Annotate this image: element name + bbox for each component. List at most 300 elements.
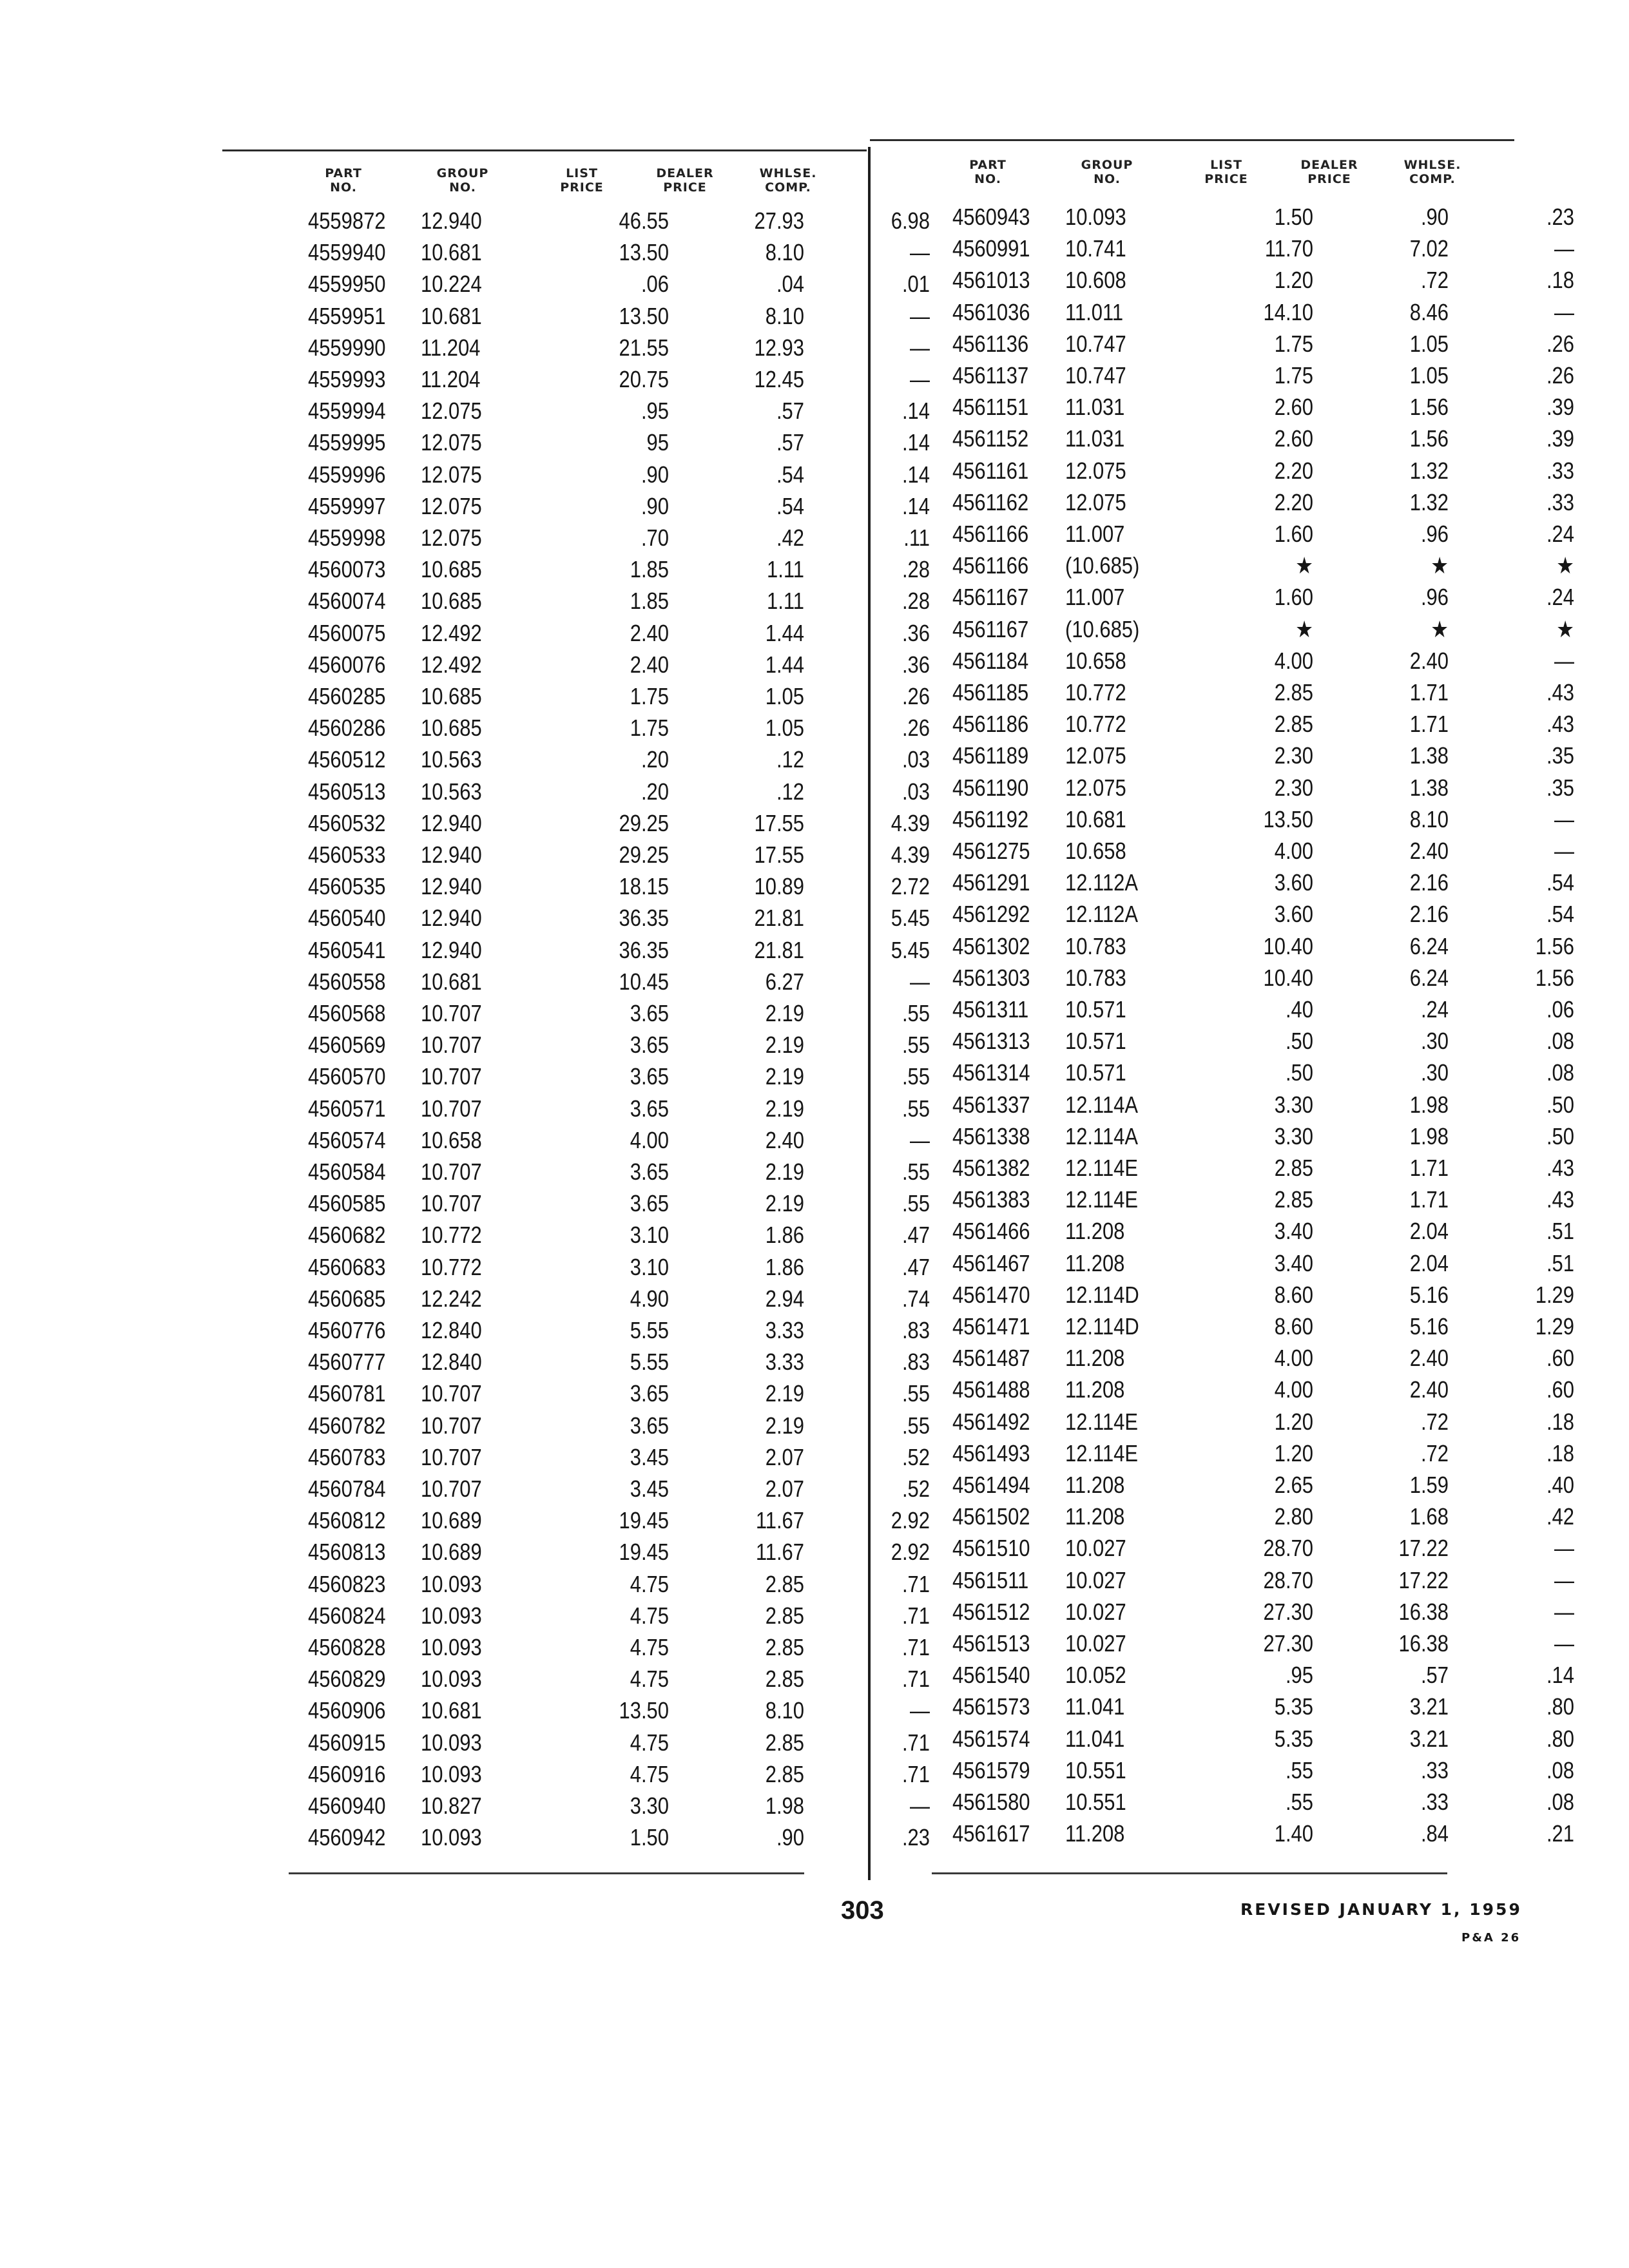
part-no-cell: 4560784 bbox=[308, 1475, 386, 1502]
group-no-cell: 12.075 bbox=[421, 429, 482, 456]
header-list-price-right bbox=[1181, 158, 1271, 186]
whlse-comp-cell: .35 bbox=[1546, 742, 1574, 769]
part-no-cell: 4561540 bbox=[952, 1662, 1030, 1689]
whlse-comp-cell: 2.92 bbox=[891, 1539, 930, 1566]
list-price-cell: .95 bbox=[641, 398, 669, 425]
whlse-comp-cell: .26 bbox=[901, 683, 930, 709]
group-no-cell: 12.114A bbox=[1065, 1091, 1139, 1118]
whlse-comp-cell: .52 bbox=[901, 1475, 930, 1502]
whlse-comp-cell: — bbox=[910, 366, 930, 392]
list-price-cell: 3.65 bbox=[630, 1158, 669, 1185]
list-price-cell: 13.50 bbox=[619, 302, 669, 329]
dealer-price-cell: 1.71 bbox=[1409, 1155, 1449, 1181]
list-price-cell: 3.40 bbox=[1274, 1249, 1313, 1276]
group-no-cell: 10.747 bbox=[1065, 330, 1126, 357]
group-no-cell: 10.689 bbox=[421, 1507, 482, 1534]
part-no-cell: 4561192 bbox=[952, 805, 1029, 832]
dealer-price-cell: 7.02 bbox=[1409, 235, 1449, 262]
list-price-cell: 2.85 bbox=[1274, 1155, 1313, 1181]
whlse-comp-cell: .80 bbox=[1546, 1693, 1574, 1720]
list-price-cell: ★ bbox=[1295, 552, 1313, 579]
dealer-price-cell: 17.55 bbox=[754, 841, 804, 868]
part-no-cell: 4560535 bbox=[308, 873, 386, 900]
group-no-cell: 12.114A bbox=[1065, 1122, 1139, 1149]
list-price-cell: 2.60 bbox=[1274, 394, 1313, 421]
part-no-cell: 4559998 bbox=[308, 524, 386, 551]
part-no-cell: 4559950 bbox=[308, 271, 386, 298]
dealer-price-cell: 2.04 bbox=[1409, 1218, 1449, 1245]
group-no-cell: 11.208 bbox=[1065, 1472, 1125, 1498]
dealer-price-cell: .72 bbox=[1420, 1439, 1449, 1466]
list-price-cell: 3.30 bbox=[1274, 1122, 1313, 1149]
group-no-cell: 10.027 bbox=[1065, 1566, 1126, 1593]
whlse-comp-cell: .35 bbox=[1546, 774, 1574, 801]
dealer-price-cell: .72 bbox=[1420, 267, 1449, 294]
group-no-cell: 12.075 bbox=[421, 492, 482, 519]
group-no-cell: 10.658 bbox=[421, 1126, 482, 1153]
dealer-price-cell: .72 bbox=[1420, 1408, 1449, 1435]
whlse-comp-cell: .52 bbox=[901, 1443, 930, 1470]
dealer-price-cell: 2.19 bbox=[765, 1000, 804, 1026]
group-no-cell: 12.114D bbox=[1065, 1313, 1139, 1340]
whlse-comp-cell: .60 bbox=[1546, 1376, 1574, 1403]
group-no-cell: 12.492 bbox=[421, 619, 482, 646]
dealer-price-cell: 16.38 bbox=[1398, 1598, 1449, 1625]
header-dealer-line2-right: PRICE bbox=[1307, 172, 1351, 186]
list-price-cell: 46.55 bbox=[619, 207, 669, 234]
part-no-cell: 4560512 bbox=[308, 746, 386, 773]
dealer-price-cell: .24 bbox=[1420, 996, 1449, 1023]
whlse-comp-cell: .54 bbox=[1546, 869, 1574, 896]
whlse-comp-cell: — bbox=[1554, 298, 1574, 325]
list-price-cell: 2.60 bbox=[1274, 425, 1313, 452]
part-no-cell: 4560585 bbox=[308, 1190, 386, 1217]
left-price-table bbox=[308, 0, 940, 1933]
dealer-price-cell: 1.11 bbox=[767, 588, 804, 615]
dealer-price-cell: .90 bbox=[776, 1824, 804, 1851]
part-no-cell: 4561487 bbox=[952, 1345, 1030, 1372]
whlse-comp-cell: 4.39 bbox=[891, 809, 930, 836]
header-part-line2-right: NO. bbox=[974, 172, 1001, 186]
list-price-cell: 29.25 bbox=[619, 841, 669, 868]
list-price-cell: 21.55 bbox=[619, 334, 669, 361]
dealer-price-cell: 1.98 bbox=[1409, 1122, 1449, 1149]
whlse-comp-cell: .40 bbox=[1546, 1472, 1574, 1498]
group-no-cell: 10.658 bbox=[1065, 838, 1126, 864]
whlse-comp-cell: .28 bbox=[901, 588, 930, 615]
part-no-cell: 4559995 bbox=[308, 429, 386, 456]
header-group-line1-right: GROUP bbox=[1081, 158, 1133, 172]
list-price-cell: 1.20 bbox=[1274, 267, 1313, 294]
list-price-cell: 3.65 bbox=[630, 1063, 669, 1090]
group-no-cell: 10.772 bbox=[1065, 679, 1126, 706]
group-no-cell: 10.685 bbox=[421, 556, 482, 583]
header-whlse-comp bbox=[733, 166, 843, 195]
whlse-comp-cell: .71 bbox=[901, 1666, 930, 1693]
dealer-price-cell: 27.93 bbox=[754, 207, 804, 234]
dealer-price-cell: 2.40 bbox=[1409, 647, 1449, 674]
dealer-price-cell: 17.22 bbox=[1398, 1566, 1449, 1593]
part-no-cell: 4561152 bbox=[952, 425, 1029, 452]
whlse-comp-cell: .18 bbox=[1546, 1439, 1574, 1466]
dealer-price-cell: .33 bbox=[1420, 1789, 1449, 1815]
dealer-price-cell: .84 bbox=[1420, 1820, 1449, 1847]
dealer-price-cell: 1.05 bbox=[1409, 362, 1449, 389]
group-no-cell: 10.608 bbox=[1065, 267, 1126, 294]
whlse-comp-cell: — bbox=[1554, 235, 1574, 262]
part-no-cell: 4560569 bbox=[308, 1032, 386, 1059]
whlse-comp-cell: .71 bbox=[901, 1570, 930, 1597]
part-no-cell: 4561511 bbox=[952, 1566, 1029, 1593]
whlse-comp-cell: .08 bbox=[1546, 1028, 1574, 1055]
dealer-price-cell: 6.27 bbox=[765, 968, 804, 995]
dealer-price-cell: .12 bbox=[776, 778, 804, 805]
group-no-cell: 12.114E bbox=[1065, 1186, 1139, 1213]
group-no-cell: 10.027 bbox=[1065, 1535, 1126, 1562]
dealer-price-cell: 1.71 bbox=[1409, 1186, 1449, 1213]
whlse-comp-cell: .71 bbox=[901, 1729, 930, 1756]
part-no-cell: 4561382 bbox=[952, 1155, 1030, 1181]
group-no-cell: 12.114E bbox=[1065, 1408, 1139, 1435]
dealer-price-cell: 17.22 bbox=[1398, 1535, 1449, 1562]
group-no-cell: 12.075 bbox=[1065, 742, 1126, 769]
list-price-cell: .40 bbox=[1285, 996, 1313, 1023]
dealer-price-cell: 1.86 bbox=[765, 1253, 804, 1280]
part-no-cell: 4561166 bbox=[952, 552, 1029, 579]
group-no-cell: 12.075 bbox=[421, 398, 482, 425]
group-no-cell: 10.681 bbox=[421, 968, 482, 995]
part-no-cell: 4561167 bbox=[952, 584, 1029, 611]
dealer-price-cell: 8.10 bbox=[765, 1697, 804, 1724]
whlse-comp-cell: .18 bbox=[1546, 267, 1574, 294]
part-no-cell: 4561311 bbox=[952, 996, 1029, 1023]
part-no-cell: 4560574 bbox=[308, 1126, 386, 1153]
dealer-price-cell: 8.10 bbox=[765, 239, 804, 266]
group-no-cell: 10.707 bbox=[421, 1158, 482, 1185]
part-no-cell: 4560828 bbox=[308, 1634, 386, 1660]
dealer-price-cell: 2.40 bbox=[765, 1126, 804, 1153]
group-no-cell: 12.940 bbox=[421, 936, 482, 963]
group-no-cell: 10.093 bbox=[1065, 204, 1126, 230]
part-no-cell: 4561512 bbox=[952, 1598, 1030, 1625]
list-price-cell: 1.75 bbox=[630, 683, 669, 709]
part-no-cell: 4561036 bbox=[952, 298, 1030, 325]
list-price-cell: 3.45 bbox=[630, 1475, 669, 1502]
dealer-price-cell: 5.16 bbox=[1409, 1281, 1449, 1308]
list-price-cell: 4.90 bbox=[630, 1285, 669, 1312]
group-no-cell: 10.707 bbox=[421, 1412, 482, 1439]
whlse-comp-cell: .21 bbox=[1546, 1820, 1574, 1847]
group-no-cell: 12.075 bbox=[1065, 488, 1126, 515]
whlse-comp-cell: 1.56 bbox=[1535, 932, 1574, 959]
whlse-comp-cell: .50 bbox=[1546, 1091, 1574, 1118]
list-price-cell: 2.20 bbox=[1274, 457, 1313, 484]
whlse-comp-cell: .55 bbox=[901, 1190, 930, 1217]
dealer-price-cell: 1.98 bbox=[1409, 1091, 1449, 1118]
whlse-comp-cell: .55 bbox=[901, 1063, 930, 1090]
whlse-comp-cell: .23 bbox=[901, 1824, 930, 1851]
list-price-cell: 2.40 bbox=[630, 651, 669, 678]
group-no-cell: 10.093 bbox=[421, 1634, 482, 1660]
dealer-price-cell: 12.93 bbox=[754, 334, 804, 361]
group-no-cell: 10.741 bbox=[1065, 235, 1126, 262]
part-no-cell: 4560823 bbox=[308, 1570, 386, 1597]
whlse-comp-cell: .55 bbox=[901, 1000, 930, 1026]
part-no-cell: 4561013 bbox=[952, 267, 1030, 294]
group-no-cell: 10.707 bbox=[421, 1095, 482, 1122]
whlse-comp-cell: .80 bbox=[1546, 1725, 1574, 1752]
dealer-price-cell: .96 bbox=[1420, 584, 1449, 611]
list-price-cell: 4.75 bbox=[630, 1602, 669, 1629]
part-no-cell: 4561189 bbox=[952, 742, 1029, 769]
list-price-cell: 8.60 bbox=[1274, 1281, 1313, 1308]
group-no-cell: 11.041 bbox=[1065, 1693, 1125, 1720]
whlse-comp-cell: .14 bbox=[1546, 1662, 1574, 1689]
group-no-cell: 10.027 bbox=[1065, 1630, 1126, 1657]
list-price-cell: 3.10 bbox=[630, 1222, 669, 1249]
whlse-comp-cell: .24 bbox=[1546, 584, 1574, 611]
part-no-cell: 4559990 bbox=[308, 334, 386, 361]
whlse-comp-cell: .43 bbox=[1546, 679, 1574, 706]
part-no-cell: 4561494 bbox=[952, 1472, 1030, 1498]
group-no-cell: 11.204 bbox=[421, 334, 481, 361]
group-no-cell: 10.747 bbox=[1065, 362, 1126, 389]
group-no-cell: 10.563 bbox=[421, 778, 482, 805]
dealer-price-cell: 1.44 bbox=[765, 619, 804, 646]
whlse-comp-cell: 1.29 bbox=[1535, 1281, 1574, 1308]
list-price-cell: 13.50 bbox=[1263, 805, 1313, 832]
group-no-cell: 12.114E bbox=[1065, 1155, 1139, 1181]
group-no-cell: 11.208 bbox=[1065, 1345, 1125, 1372]
header-whlse-line1: WHLSE. bbox=[759, 166, 817, 180]
list-price-cell: 2.20 bbox=[1274, 488, 1313, 515]
header-part-line1-right: PART bbox=[969, 158, 1007, 172]
group-no-cell: 10.783 bbox=[1065, 932, 1126, 959]
group-no-cell: 10.571 bbox=[1065, 1059, 1126, 1086]
dealer-price-cell: 11.67 bbox=[755, 1539, 804, 1566]
list-price-cell: 28.70 bbox=[1263, 1535, 1313, 1562]
part-no-cell: 4560776 bbox=[308, 1317, 386, 1343]
dealer-price-cell: 8.10 bbox=[1409, 805, 1449, 832]
part-no-cell: 4560812 bbox=[308, 1507, 386, 1534]
part-no-cell: 4561574 bbox=[952, 1725, 1030, 1752]
part-no-cell: 4561471 bbox=[952, 1313, 1030, 1340]
whlse-comp-cell: .03 bbox=[901, 746, 930, 773]
list-price-cell: .90 bbox=[641, 461, 669, 488]
dealer-price-cell: 2.19 bbox=[765, 1380, 804, 1407]
dealer-price-cell: 21.81 bbox=[754, 905, 804, 932]
list-price-cell: 3.30 bbox=[630, 1792, 669, 1819]
group-no-cell: 10.681 bbox=[421, 302, 482, 329]
list-price-cell: 19.45 bbox=[619, 1539, 669, 1566]
part-no-cell: 4560991 bbox=[952, 235, 1030, 262]
part-no-cell: 4561162 bbox=[952, 488, 1029, 515]
part-no-cell: 4561470 bbox=[952, 1281, 1030, 1308]
whlse-comp-cell: — bbox=[1554, 838, 1574, 864]
list-price-cell: 95 bbox=[646, 429, 669, 456]
list-price-cell: 3.65 bbox=[630, 1190, 669, 1217]
group-no-cell: 12.940 bbox=[421, 841, 482, 868]
group-no-cell: 10.224 bbox=[421, 271, 482, 298]
part-no-cell: 4561166 bbox=[952, 521, 1029, 547]
dealer-price-cell: 6.24 bbox=[1409, 932, 1449, 959]
dealer-price-cell: .57 bbox=[776, 398, 804, 425]
dealer-price-cell: .33 bbox=[1420, 1756, 1449, 1783]
dealer-price-cell: .12 bbox=[776, 746, 804, 773]
dealer-price-cell: 2.16 bbox=[1409, 901, 1449, 928]
list-price-cell: 2.40 bbox=[630, 619, 669, 646]
dealer-price-cell: 1.11 bbox=[767, 556, 804, 583]
part-no-cell: 4561275 bbox=[952, 838, 1030, 864]
part-no-cell: 4561190 bbox=[952, 774, 1029, 801]
group-no-cell: 10.707 bbox=[421, 1063, 482, 1090]
whlse-comp-cell: .55 bbox=[901, 1412, 930, 1439]
dealer-price-cell: 1.59 bbox=[1409, 1472, 1449, 1498]
list-price-cell: 5.35 bbox=[1274, 1693, 1313, 1720]
header-group-no bbox=[418, 166, 508, 195]
group-no-cell: 12.114D bbox=[1065, 1281, 1139, 1308]
list-price-cell: .20 bbox=[641, 746, 669, 773]
header-list-line1-right: LIST bbox=[1210, 158, 1242, 172]
dealer-price-cell: .90 bbox=[1420, 204, 1449, 230]
whlse-comp-cell: .14 bbox=[901, 461, 930, 488]
whlse-comp-cell: 4.39 bbox=[891, 841, 930, 868]
list-price-cell: 2.30 bbox=[1274, 742, 1313, 769]
dealer-price-cell: 17.55 bbox=[754, 809, 804, 836]
group-no-cell: (10.685) bbox=[1065, 615, 1140, 642]
list-price-cell: 3.65 bbox=[630, 1095, 669, 1122]
group-no-cell: 10.685 bbox=[421, 683, 482, 709]
list-price-cell: 2.85 bbox=[1274, 1186, 1313, 1213]
list-price-cell: 4.75 bbox=[630, 1760, 669, 1787]
dealer-price-cell: 3.33 bbox=[765, 1317, 804, 1343]
dealer-price-cell: 1.86 bbox=[765, 1222, 804, 1249]
list-price-cell: 3.40 bbox=[1274, 1218, 1313, 1245]
part-no-cell: 4560073 bbox=[308, 556, 386, 583]
dealer-price-cell: 16.38 bbox=[1398, 1630, 1449, 1657]
list-price-cell: 29.25 bbox=[619, 809, 669, 836]
list-price-cell: .70 bbox=[641, 524, 669, 551]
list-price-cell: 3.10 bbox=[630, 1253, 669, 1280]
part-no-cell: 4560781 bbox=[308, 1380, 386, 1407]
dealer-price-cell: ★ bbox=[1431, 615, 1449, 642]
list-price-cell: 1.40 bbox=[1274, 1820, 1313, 1847]
whlse-comp-cell: .39 bbox=[1546, 394, 1574, 421]
dealer-price-cell: 2.07 bbox=[765, 1475, 804, 1502]
dealer-price-cell: .30 bbox=[1420, 1059, 1449, 1086]
dealer-price-cell: 5.16 bbox=[1409, 1313, 1449, 1340]
whlse-comp-cell: .26 bbox=[1546, 362, 1574, 389]
group-no-cell: 10.052 bbox=[1065, 1662, 1126, 1689]
list-price-cell: 36.35 bbox=[619, 905, 669, 932]
group-no-cell: 10.685 bbox=[421, 588, 482, 615]
part-no-cell: 4561167 bbox=[952, 615, 1029, 642]
list-price-cell: 4.00 bbox=[630, 1126, 669, 1153]
group-no-cell: 10.827 bbox=[421, 1792, 482, 1819]
list-price-cell: 20.75 bbox=[619, 366, 669, 392]
list-price-cell: 8.60 bbox=[1274, 1313, 1313, 1340]
part-no-cell: 4560285 bbox=[308, 683, 386, 709]
whlse-comp-cell: 1.56 bbox=[1535, 964, 1574, 991]
group-no-cell: 10.681 bbox=[421, 1697, 482, 1724]
list-price-cell: 10.40 bbox=[1263, 932, 1313, 959]
list-price-cell: 1.20 bbox=[1274, 1439, 1313, 1466]
dealer-price-cell: 2.85 bbox=[765, 1760, 804, 1787]
part-no-cell: 4560782 bbox=[308, 1412, 386, 1439]
part-no-cell: 4561291 bbox=[952, 869, 1030, 896]
group-no-cell: 10.093 bbox=[421, 1666, 482, 1693]
whlse-comp-cell: 6.98 bbox=[891, 207, 930, 234]
whlse-comp-cell: 2.72 bbox=[891, 873, 930, 900]
part-no-cell: 4561303 bbox=[952, 964, 1030, 991]
list-price-cell: 4.75 bbox=[630, 1729, 669, 1756]
whlse-comp-cell: — bbox=[1554, 805, 1574, 832]
header-part-no-right bbox=[946, 158, 1030, 186]
list-price-cell: 3.65 bbox=[630, 1032, 669, 1059]
whlse-comp-cell: ★ bbox=[1556, 552, 1574, 579]
group-no-cell: 10.685 bbox=[421, 715, 482, 742]
part-no-cell: 4560906 bbox=[308, 1697, 386, 1724]
whlse-comp-cell: .18 bbox=[1546, 1408, 1574, 1435]
list-price-cell: .06 bbox=[641, 271, 669, 298]
part-no-cell: 4559940 bbox=[308, 239, 386, 266]
list-price-cell: 3.60 bbox=[1274, 901, 1313, 928]
whlse-comp-cell: .08 bbox=[1546, 1059, 1574, 1086]
part-no-cell: 4560829 bbox=[308, 1666, 386, 1693]
group-no-cell: 10.707 bbox=[421, 1443, 482, 1470]
whlse-comp-cell: 5.45 bbox=[891, 936, 930, 963]
group-no-cell: 10.571 bbox=[1065, 996, 1126, 1023]
whlse-comp-cell: 1.29 bbox=[1535, 1313, 1574, 1340]
whlse-comp-cell: .55 bbox=[901, 1380, 930, 1407]
whlse-comp-cell: — bbox=[1554, 647, 1574, 674]
part-no-cell: 4560943 bbox=[952, 204, 1030, 230]
part-no-cell: 4561466 bbox=[952, 1218, 1030, 1245]
dealer-price-cell: 2.40 bbox=[1409, 1345, 1449, 1372]
group-no-cell: 10.551 bbox=[1065, 1756, 1126, 1783]
group-no-cell: 10.093 bbox=[421, 1602, 482, 1629]
whlse-comp-cell: .55 bbox=[901, 1032, 930, 1059]
list-price-cell: .50 bbox=[1285, 1059, 1313, 1086]
part-no-cell: 4561337 bbox=[952, 1091, 1030, 1118]
list-price-cell: ★ bbox=[1295, 615, 1313, 642]
dealer-price-cell: .04 bbox=[776, 271, 804, 298]
header-part-no bbox=[302, 166, 385, 195]
list-price-cell: 4.75 bbox=[630, 1666, 669, 1693]
group-no-cell: 10.093 bbox=[421, 1729, 482, 1756]
list-price-cell: 18.15 bbox=[619, 873, 669, 900]
whlse-comp-cell: .06 bbox=[1546, 996, 1574, 1023]
part-no-cell: 4559993 bbox=[308, 366, 386, 392]
list-price-cell: 36.35 bbox=[619, 936, 669, 963]
list-price-cell: 27.30 bbox=[1263, 1598, 1313, 1625]
whlse-comp-cell: .71 bbox=[901, 1760, 930, 1787]
dealer-price-cell: 11.67 bbox=[755, 1507, 804, 1534]
whlse-comp-cell: .43 bbox=[1546, 1186, 1574, 1213]
group-no-cell: (10.685) bbox=[1065, 552, 1140, 579]
dealer-price-cell: 1.05 bbox=[765, 715, 804, 742]
part-no-cell: 4561302 bbox=[952, 932, 1030, 959]
whlse-comp-cell: .47 bbox=[901, 1253, 930, 1280]
list-price-cell: 3.60 bbox=[1274, 869, 1313, 896]
list-price-cell: .55 bbox=[1285, 1756, 1313, 1783]
part-no-cell: 4561502 bbox=[952, 1503, 1030, 1530]
part-no-cell: 4560513 bbox=[308, 778, 386, 805]
list-price-cell: 1.50 bbox=[630, 1824, 669, 1851]
group-no-cell: 10.093 bbox=[421, 1570, 482, 1597]
group-no-cell: 11.208 bbox=[1065, 1376, 1125, 1403]
group-no-cell: 12.840 bbox=[421, 1317, 482, 1343]
